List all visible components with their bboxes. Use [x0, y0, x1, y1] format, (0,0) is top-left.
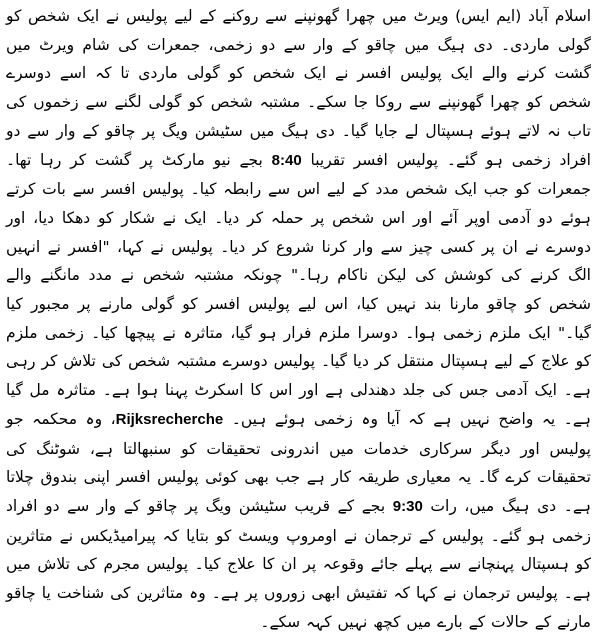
article-text-segment: اسلام آباد (ایم ایس) ویرٹ میں چھرا گھونپنے سے روکنے کے لیے پولیس نے ایک شخص کو گولی ماردی۔ دی ہیگ میں چاقو کے وار سے دو زخمی، جمعرات کی شام ویرٹ میں گشت کرنے والے ایک پولیس افسر نے ایک شخص کو گولی ماردی تا کہ اسے دوسرے شخص کو چھرا گھونپنے سے روکا جا سکے۔ مشتبہ شخص کو گولی لگنے سے زخموں کی تاب نہ لاتے ہوئے ہسپتال لے جایا گیا۔ دی ہیگ میں سٹیشن ویگ پر چاقو کے وار سے دو افراد زخمی ہو گئے۔ پولیس افسر تقریبا [6, 7, 591, 169]
article-body-text [6, 2, 591, 636]
article-text-segment: ، وہ محکمہ جو پولیس اور دیگر سرکاری خدمات میں اندرونی تحقیقات کو سنبھالتا ہے، شوٹنگ کی تحقیقات کرے گا۔ یہ معیاری طریقہ کار ہے جب بھی کوئی پولیس افسر اپنی بندوق چلاتا ہے۔ دی ہیگ میں، رات [6, 409, 591, 515]
agency-name-latin: Rijksrecherche [115, 410, 224, 428]
time-figure: 8:40 [271, 151, 302, 169]
article-text-segment: بجے نیو مارکٹ پر گشت کر رہا تھا۔ جمعرات کو جب ایک شخص مدد کے لیے اس سے رابطہ کیا۔ پولیس افسر سے بات کرتے ہوئے دو آدمی اوپر آئے اور اس شخص پر حملہ کر دیا۔ ایک نے شکار کو دھکا دیا، اور دوسرے نے ان پر کسی چیز سے وار کرنا شروع کر دیا۔ پولیس نے کہا، "افسر نے انہیں الگ کرنے کی کوشش کی لیکن ناکام رہا۔" چونکہ مشتبہ شخص نے مدد مانگنے والے شخص کو چاقو مارنا بند نہیں کیا، اس لیے پولیس افسر کو گولی مارنے پر مجبور کیا گیا۔" ایک ملزم زخمی ہوا۔ دوسرا ملزم فرار ہو گیا، متاثرہ نے پیچھا کیا۔ زخمی ملزم کو علاج کے لیے ہسپتال منتقل کر دیا گیا۔ پولیس دوسرے مشتبہ شخص کی تلاش کر رہی ہے۔ ایک آدمی جس کی جلد دھندلی ہے اور اس کا اسکرٹ پہنا ہوا ہے۔ متاثرہ مل گیا ہے۔ یہ واضح نہیں ہے کہ آیا وہ زخمی ہوئے ہیں۔ [6, 150, 592, 428]
article-text-segment: بجے کے قریب سٹیشن ویگ پر چاقو کے وار سے دو افراد زخمی ہو گئے۔ پولیس کے ترجمان نے اومروپ ویسٹ کو بتایا کہ پیرامیڈیکس نے متاثرین کو ہسپتال پہنچانے سے پہلے جائے وقوعہ پر ان کا علاج کیا۔ پولیس مجرم کی تلاش میں ہے۔ پولیس ترجمان نے کہا کہ تفتیش ابھی زوروں پر ہے۔ وہ متاثرین کی شناخت یا چاقو مارنے کے حالات کے بارے میں کچھ نہیں کہہ سکے۔ [6, 496, 591, 631]
time-figure: 9:30 [392, 497, 423, 515]
